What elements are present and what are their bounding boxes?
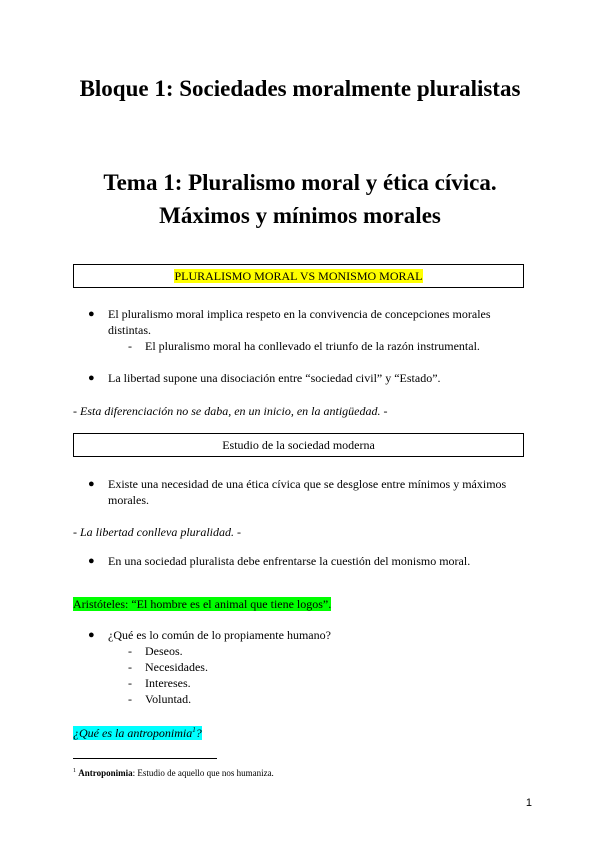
- footnote-divider: [73, 758, 217, 759]
- antroponimia-question: [73, 722, 202, 741]
- sub-item-text: Intereses.: [145, 676, 191, 690]
- bullet-icon: ●: [88, 629, 95, 641]
- question-highlight: [73, 726, 202, 740]
- bullet-icon: ●: [88, 478, 95, 490]
- topic-title: Tema 1: Pluralismo moral y ética cívica. Máximos y mínimos morales: [103, 170, 497, 228]
- dash-icon: -: [128, 644, 132, 658]
- bullet-text: Existe una necesidad de una ética cívica que se desglose entre mínimos y máximos morales.: [108, 477, 507, 507]
- footnote-ref[interactable]: 1: [192, 726, 196, 734]
- sub-item-text: El pluralismo moral ha conllevado el triunfo de la razón instrumental.: [145, 339, 480, 353]
- sub-item-text: Necesidades.: [145, 660, 208, 674]
- footnote: [73, 765, 274, 779]
- quote-text: Aristóteles: “El hombre es el animal que tiene logos”.: [73, 597, 332, 611]
- aristotle-quote: [73, 596, 331, 612]
- bullet-icon: ●: [88, 308, 95, 320]
- section-box-label: Estudio de la sociedad moderna: [222, 438, 375, 452]
- block-title: Bloque 1: Sociedades moralmente pluralistas: [79, 76, 521, 101]
- bullet-text: ¿Qué es lo común de lo propiamente humano?: [108, 628, 331, 642]
- italic-note: - Esta diferenciación no se daba, en un inicio, en la antigüedad. -: [73, 404, 388, 418]
- italic-note: - La libertad conlleva pluralidad. -: [73, 525, 241, 539]
- bullet-icon: ●: [88, 555, 95, 567]
- question-text: ¿Qué es la antroponimia: [73, 726, 193, 740]
- dash-icon: -: [128, 676, 132, 690]
- sub-item-text: Voluntad.: [145, 692, 192, 706]
- question-end: ?: [195, 726, 202, 740]
- dash-icon: -: [128, 692, 132, 706]
- footnote-number: 1: [73, 768, 76, 774]
- dash-icon: -: [128, 660, 132, 674]
- footnote-text: : Estudio de aquello que nos humaniza.: [132, 768, 274, 778]
- dash-icon: -: [128, 339, 132, 353]
- bullet-text: El pluralismo moral implica respeto en la convivencia de concepciones morales distintas.: [108, 307, 491, 337]
- section-box-pluralism: [73, 264, 524, 288]
- page-number: 1: [525, 797, 532, 809]
- section-box-label: PLURALISMO MORAL VS MONISMO MORAL: [174, 269, 423, 283]
- section-box-modern-society: [73, 433, 524, 457]
- sub-item-text: Deseos.: [145, 644, 183, 658]
- bullet-text: En una sociedad pluralista debe enfrentarse la cuestión del monismo moral.: [108, 554, 471, 568]
- bullet-icon: ●: [88, 372, 95, 384]
- bullet-text: La libertad supone una disociación entre “sociedad civil” y “Estado”.: [108, 371, 441, 385]
- footnote-term: Antroponimia: [78, 768, 133, 778]
